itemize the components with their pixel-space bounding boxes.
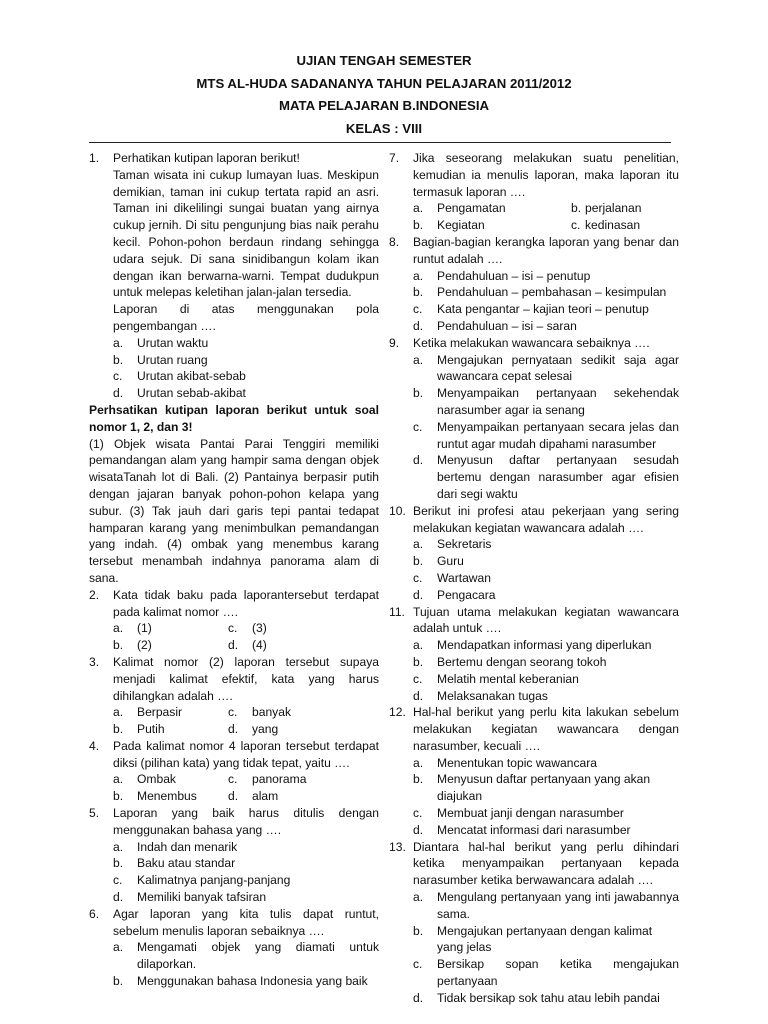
option-text: Tidak bersikap sok tahu atau lebih pandai [437,990,660,1005]
question-text: Pada kalimat nomor 4 laporan tersebut terdapat diksi (pilihan kata) yang tidak tepat, yaitu …. [113,738,379,770]
option [413,570,679,587]
option-letter: b. [413,772,424,787]
option-text: Kegiatan [437,218,485,233]
question-text: Berikut ini profesi atau pekerjaan yang sering melakukan kegiatan wawancara adalah …. [413,503,679,535]
option-text: Melatih mental keberanian [437,671,579,686]
option-letter: c. [113,873,123,888]
option [413,284,679,301]
option-text: Indah dan menarik [137,839,238,854]
option-text: Membuat janji dengan narasumber [437,806,624,821]
option [113,839,379,856]
header-title: UJIAN TENGAH SEMESTER [296,53,472,68]
question-number: 6. [89,906,100,921]
option-grid [113,771,379,805]
option [113,939,379,973]
option-letter: a. [413,755,424,770]
option-text: Wartawan [437,570,491,585]
question-number: 12. [389,705,406,720]
question-number: 5. [89,806,100,821]
option-letter: b. [113,722,124,737]
option [113,889,379,906]
option-letter: c. [413,806,423,821]
option-letter: b. [413,218,424,233]
option-text: perjalanan [585,201,642,216]
passage-instruction: Perhsatikan kutipan laporan berikut untuk soal nomor 1, 2, dan 3! [89,402,379,434]
option-letter: d. [113,386,124,401]
option-letter: c. [413,302,423,317]
option-text: Bersikap sopan ketika mengajukan pertanyaan [437,957,679,989]
option-text: (4) [252,638,267,653]
question-12 [389,704,679,838]
option-text: Melaksanakan tugas [437,688,548,703]
header-subject: MATA PELAJARAN B.INDONESIA [278,98,490,113]
option [413,352,679,386]
option-letter: c. [413,671,423,686]
option-letter: c. [228,621,238,636]
option [113,335,379,352]
question-2 [89,587,379,654]
option-grid [113,620,379,654]
option [413,385,679,419]
option-text: Menembus [137,789,197,804]
option-letter: a. [413,638,424,653]
question-passage: Taman wisata ini cukup lumayan luas. Meskipun demikian, taman ini cukup tertata rapid an asri. Taman ini dikelilingi sungai buatan yang airnya cukup jernih. Di situ pengunjung bias naik perahu kecil. Pohon-pohon berdaun rindang sehingga udara sejuk. Di sana sinidibangun kolam ikan dengan ikan berwarna-warni. Tempat dudukpun untuk melepas keletihan jalan-jalan tersedia. [113,167,379,300]
option-letter: b. [113,352,124,367]
option-letter: c. [571,218,581,233]
question-7 [389,150,679,234]
option-letter: d. [413,688,424,703]
option-letter: a. [413,268,424,283]
question-text: Ketika melakukan wawancara sebaiknya …. [413,335,650,350]
option-text: Baku atau standar [137,856,236,871]
option-letter: d. [228,789,239,804]
option-text: banyak [252,705,291,720]
option-letter: d. [113,890,124,905]
option-text: panorama [252,772,307,787]
option-letter: d. [413,990,424,1005]
option-text: Mendapatkan informasi yang diperlukan [437,638,652,653]
question-text: Kalimat nomor (2) laporan tersebut supaya menjadi kalimat efektif, kata yang harus dihilangkan adalah …. [113,654,379,703]
header-class: KELAS : VIII [345,120,423,136]
question-number: 8. [389,234,400,249]
option-letter: b. [113,789,124,804]
option [113,872,379,889]
option-text: Menyusun daftar pertanyaan yang akan diajukan [437,772,651,804]
option-letter: b. [413,923,424,938]
option-letter: c. [228,772,238,787]
option-letter: a. [113,940,124,955]
question-number: 1. [89,151,100,165]
option-letter: a. [113,335,124,350]
option-letter: d. [413,318,424,333]
question-prompt: Perhatikan kutipan laporan berikut! [113,151,300,165]
question-13 [389,839,679,1007]
option-text: (2) [137,638,152,653]
option-text: Menyampaikan pertanyaan secara jelas dan runtut agar mudah dipahami narasumber [437,419,679,451]
option [413,654,679,671]
question-1 [89,150,379,402]
option-text: Mengajukan pernyataan sedikit saja agar wawancara cepat selesai [437,352,679,384]
option [413,771,679,805]
option-letter: a. [113,772,124,787]
option-letter: d. [228,722,239,737]
question-number: 2. [89,587,100,602]
option [413,755,679,772]
option [413,822,679,839]
option-letter: b. [113,856,124,871]
option-letter: b. [413,285,424,300]
option-text: Mencatat informasi dari narasumber [437,822,631,837]
option-letter: b. [113,974,124,989]
option [413,536,679,553]
question-text: Jika seseorang melakukan suatu penelitian, kemudian ia menulis laporan, maka laporan itu termasuk laporan …. [413,151,679,199]
option [413,990,679,1007]
option-letter: b. [113,638,124,653]
question-text: Diantara hal-hal berikut yang perlu dihindari ketika menyampaikan pertanyaan kepada narasumber ketika berwawancara adalah …. [413,839,679,888]
option [413,671,679,688]
option-text: kedinasan [585,218,641,233]
question-number: 9. [389,335,400,350]
option [413,688,679,705]
question-8 [389,234,679,335]
option [413,419,679,453]
question-5 [89,805,379,906]
option [413,553,679,570]
option-text: Putih [137,722,165,737]
option [413,956,679,990]
option [413,268,679,285]
question-text: Bagian-bagian kerangka laporan yang benar dan runtut adalah …. [413,234,679,266]
option-text: Mengamati objek yang diamati untuk dilaporkan. [137,940,379,972]
option-letter: b. [413,654,424,669]
question-4 [89,738,379,805]
option-letter: a. [413,201,424,216]
option-text: Sekretaris [437,537,492,552]
option [413,318,679,335]
option-text: Urutan akibat-sebab [137,369,246,384]
option-letter: a. [113,705,124,720]
option-text: Mengulang pertanyaan yang inti jawabannya sama. [437,890,679,921]
question-number: 10. [389,503,406,518]
passage-text: (1) Objek wisata Pantai Parai Tenggiri memiliki pemandangan alam yang hampir sama dengan objek wisataTanah lot di Bali. (2) Pantainya berpasir putih dengan jajaran banyak pohon-pohon kelapa yang subur. (3) Tak jauh dari garis tepi pantai tedapat hamparan karang yang menimbulkan pemandangan yang indah. (4) ombak yang menembus karang tersebut menambah indahnya panorama alam di sana. [89,436,379,585]
question-number: 13. [389,839,406,854]
header-school: MTS AL-HUDA SADANANYA TAHUN PELAJARAN 2011/2012 [196,75,572,91]
option-text: Memiliki banyak tafsiran [137,890,267,905]
option-text: Pendahuluan – pembahasan – kesimpulan [437,285,667,300]
option-text: yang [252,722,279,737]
question-number: 3. [89,654,100,669]
question-text: Agar laporan yang kita tulis dapat runtut, sebelum menulis laporan sebaiknya …. [113,906,379,938]
option-text: Pengamatan [437,201,506,216]
option-letter: c. [413,419,423,434]
option [413,889,679,923]
option [413,805,679,822]
option-text: Bertemu dengan seorang tokoh [437,654,607,669]
option [413,452,679,502]
option [413,587,679,604]
option-text: alam [252,789,279,804]
option-letter: d. [413,453,424,468]
option-text: Guru [437,554,464,569]
question-text: Kata tidak baku pada laporantersebut terdapat pada kalimat nomor …. [113,587,379,619]
option-text: Pengacara [437,587,496,602]
question-6 [89,906,379,990]
option-letter: c. [113,369,123,384]
option-text: Kalimatnya panjang-panjang [137,873,291,888]
option-letter: a. [413,352,424,367]
question-3 [89,654,379,738]
option-letter: b. [571,201,582,216]
option-text: (1) [137,621,152,636]
left-column [89,150,379,990]
option-text: Berpasir [137,705,183,720]
option-text: Menyampaikan pertanyaan sekehendak narasumber agar ia senang [437,386,679,417]
option-letter: a. [413,890,424,905]
option [113,385,379,402]
option-text: Pendahuluan – isi – penutup [437,268,591,283]
option-grid [413,200,679,234]
option-letter: d. [413,822,424,837]
question-text: Laporan di atas menggunakan pola pengembangan …. [113,302,379,333]
option-grid [113,704,379,738]
option-text: Mengajukan pertanyaan dengan kalimat yang jelas [437,923,653,955]
option-letter: b. [413,554,424,569]
question-number: 7. [389,151,400,165]
question-number: 4. [89,738,100,753]
option-letter: a. [413,537,424,552]
option-text: Urutan sebab-akibat [137,386,246,401]
option [113,368,379,385]
option-letter: b. [413,386,424,401]
option [413,301,679,318]
option-text: Ombak [137,772,176,787]
exam-header [0,50,768,140]
option-letter: c. [413,570,423,585]
question-text: Tujuan utama melakukan kegiatan wawancara adalah untuk …. [413,604,679,636]
option-letter: a. [113,621,124,636]
option [113,352,379,369]
option-text: (3) [252,621,267,636]
option-letter: c. [228,705,238,720]
option [113,855,379,872]
option [413,923,679,957]
question-number: 11. [389,604,405,619]
option-text: Kata pengantar – kajian teori – penutup [437,302,649,317]
question-11 [389,604,679,705]
option-text: Menyusun daftar pertanyaan sesudah bertemu dengan narasumber agar efisien dari segi waktu [437,453,679,501]
option-letter: d. [228,638,239,653]
option-text: Urutan ruang [137,352,208,367]
option-letter: d. [413,587,424,602]
option-text: Menggunakan bahasa Indonesia yang baik [137,974,368,989]
option-letter: c. [413,957,423,972]
option [413,637,679,654]
option-text: Urutan waktu [137,335,209,350]
question-10 [389,503,679,604]
question-9 [389,335,679,503]
header-divider [89,142,671,143]
question-text: Hal-hal berikut yang perlu kita lakukan sebelum melakukan kegiatan wawancara dengan narasumber, kecuali …. [413,705,679,753]
option [113,973,379,990]
option-letter: a. [113,839,124,854]
question-text: Laporan yang baik harus ditulis dengan menggunakan bahasa yang …. [113,806,379,837]
option-text: Pendahuluan – isi – saran [437,318,577,333]
right-column [389,150,679,1007]
option-text: Menentukan topic wawancara [437,755,598,770]
